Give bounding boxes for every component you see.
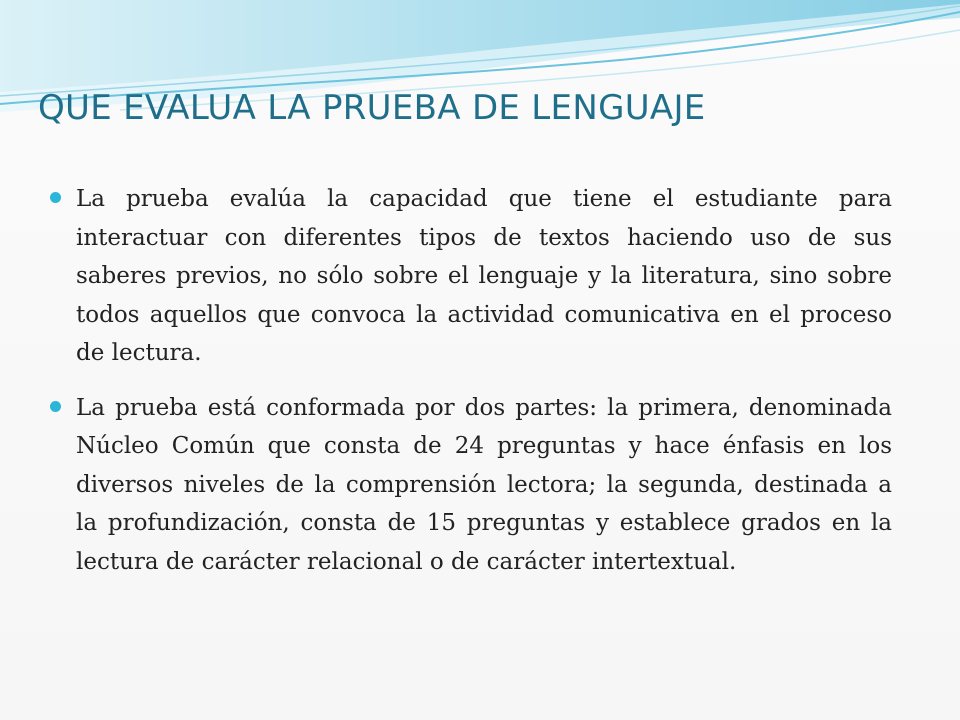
slide-title: QUE EVALUA LA PRUEBA DE LENGUAJE [38,88,706,128]
bullet-text: La prueba está conformada por dos partes: la primera, denominada Núcleo Común que consta de 24 preguntas y hace énfasis en los diversos niveles de la comprensión lectora; la segunda, destinada a la profundización, consta de 15 preguntas y establece grados en la lectura de carácter relacional o de carácter intertextual. [76,394,892,575]
bullet-item [48,389,892,582]
wave-band-front [0,0,960,92]
bullet-text: La prueba evalúa la capacidad que tiene el estudiante para interactuar con diferentes tipos de textos haciendo uso de sus saberes previos, no sólo sobre el lenguaje y la literatura, sino sobre todos aquellos que convoca la actividad comunicativa en el proceso de lectura. [76,186,892,366]
bullet-list [48,180,892,597]
bullet-item [48,180,892,373]
bullet-dot-icon [50,401,61,412]
bullet-dot-icon [50,192,61,203]
